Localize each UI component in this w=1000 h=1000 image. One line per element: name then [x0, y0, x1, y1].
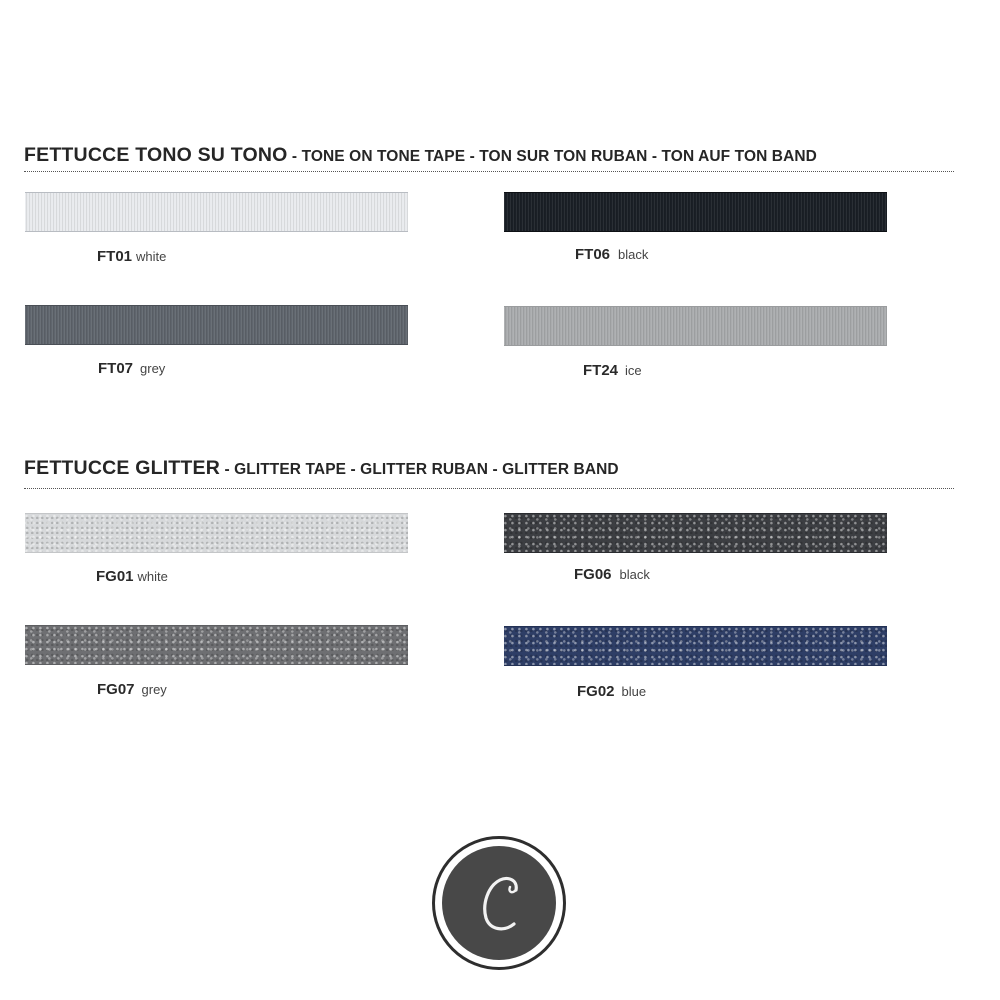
- swatch-caption-ft01: [97, 248, 166, 266]
- section-title-main: FETTUCCE GLITTER: [24, 457, 221, 479]
- product-code: FG02: [577, 683, 615, 700]
- color-name: black: [618, 247, 649, 262]
- color-name: white: [137, 569, 168, 584]
- section-title-tono-su-tono: [24, 140, 954, 168]
- color-name: grey: [140, 361, 166, 376]
- tape-swatch-ft24: [504, 306, 887, 346]
- tape-swatch-fg07: [25, 625, 408, 665]
- script-c-logo-icon: [442, 846, 556, 960]
- swatch-caption-fg02: [577, 683, 646, 701]
- swatch-caption-ft06: [575, 246, 648, 264]
- product-code: FT24: [583, 362, 619, 379]
- swatch-caption-ft07: [98, 360, 165, 378]
- tape-swatch-fg02: [504, 626, 887, 666]
- tape-swatch-ft06: [504, 192, 887, 232]
- product-code: FG07: [97, 681, 135, 698]
- color-name: black: [619, 567, 650, 582]
- section-title-glitter: [24, 453, 954, 481]
- dotted-divider: [24, 171, 954, 172]
- product-code: FG01: [96, 568, 134, 585]
- color-name: grey: [141, 682, 167, 697]
- tape-swatch-ft01: [25, 192, 408, 232]
- section-title-translations: - GLITTER TAPE - GLITTER RUBAN - GLITTER BAND: [220, 461, 619, 478]
- swatch-caption-fg07: [97, 681, 167, 699]
- swatch-caption-fg06: [574, 566, 650, 584]
- section-title-main: FETTUCCE TONO SU TONO: [24, 144, 288, 166]
- color-name: blue: [621, 684, 647, 699]
- tape-swatch-ft07: [25, 305, 408, 345]
- product-code: FG06: [574, 566, 612, 583]
- tape-swatch-fg06: [504, 513, 887, 553]
- color-name: ice: [625, 363, 642, 378]
- brand-logo: [432, 836, 566, 970]
- section-title-translations: - TONE ON TONE TAPE - TON SUR TON RUBAN - TON AUF TON BAND: [287, 148, 817, 165]
- tape-swatch-fg01: [25, 513, 408, 553]
- swatch-caption-ft24: [583, 362, 642, 380]
- color-name: white: [136, 249, 167, 264]
- dotted-divider: [24, 488, 954, 489]
- swatch-caption-fg01: [96, 568, 168, 586]
- product-code: FT06: [575, 246, 611, 263]
- product-code: FT07: [98, 360, 134, 377]
- product-code: FT01: [97, 248, 133, 265]
- logo-disc: [442, 846, 556, 960]
